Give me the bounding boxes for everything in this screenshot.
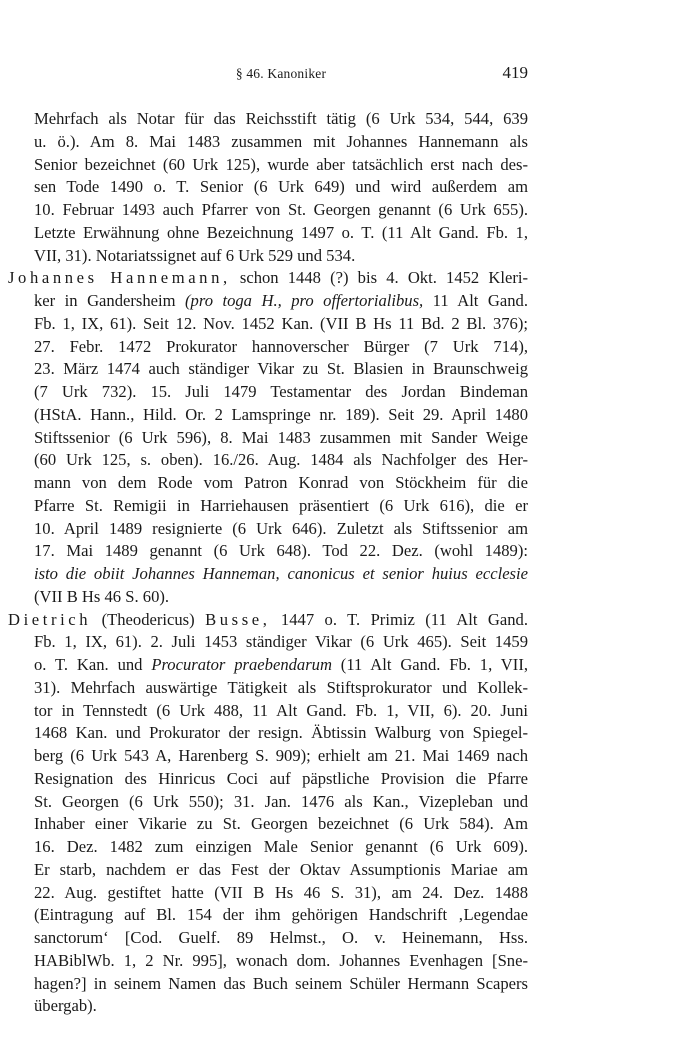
text-line: St. Georgen (6 Urk 550); 31. Jan. 1476 als Kan., Vizepleban und: [34, 791, 528, 811]
text-fragment: (11 Alt Gand. Fb. 1, VII,: [331, 655, 528, 674]
text-line: Mehrfach als Notar für das Reichsstift tätig (6 Urk 534, 544, 639: [34, 109, 528, 128]
text-line: 10. April 1489 resignierte (6 Urk 646). Zuletzt als Stiftssenior am: [34, 518, 528, 538]
text-line: (VII B Hs 46 S. 60).: [34, 586, 170, 606]
text-line: 23. März 1474 auch ständiger Vikar zu St. Blasien in Braunschweig: [34, 359, 528, 379]
entry-johannes-hannemann: [8, 267, 528, 608]
text-line: u. ö.). Am 8. Mai 1483 zusammen mit Johannes Hannemann als: [34, 131, 528, 151]
text-line: VII, 31). Notariatssignet auf 6 Urk 529 und 534.: [34, 245, 356, 265]
text-line: Inhaber einer Vikarie zu St. Georgen bezeichnet (6 Urk 584). Am: [34, 814, 528, 834]
text-line: [34, 290, 528, 313]
text-line: 10. Februar 1493 auch Pfarrer von St. Georgen genannt (6 Urk 655).: [34, 200, 528, 219]
entry-first-line: [8, 609, 528, 632]
text-line: übergab).: [34, 996, 97, 1016]
text-line: 16. Dez. 1482 zum einzigen Male Senior genannt (6 Urk 609).: [34, 837, 528, 856]
text-line: HABiblWb. 1, 2 Nr. 995], wonach dom. Johannes Evenhagen [Sne-: [34, 950, 528, 970]
text-fragment: 11 Alt Gand.: [423, 291, 528, 310]
text-line: Pfarre St. Remigii in Harriehausen präsentiert (6 Urk 616), die er: [34, 495, 528, 515]
text-fragment: 1447 o. T. Primiz (11 Alt Gand.: [270, 609, 528, 629]
text-line: hagen?] in seinem Namen das Buch seinem Schüler Hermann Scapers: [34, 973, 528, 993]
text-line: mann von dem Rode vom Patron Konrad von Stöckheim für die: [34, 473, 528, 492]
italic-quote: (pro toga H., pro offertorialibus,: [185, 291, 424, 310]
person-name: Dietrich: [8, 609, 92, 629]
text-fragment: schon 1448 (?) bis 4. Okt. 1452 Kleri-: [230, 268, 528, 288]
text-line: (HStA. Hann., Hild. Or. 2 Lamspringe nr. 189). Seit 29. April 1480: [34, 404, 528, 424]
text-line: Er starb, nachdem er das Fest der Oktav Assumptionis Mariae am: [34, 859, 528, 879]
text-line: [34, 654, 528, 677]
paragraph-continuation: [34, 108, 528, 267]
text-line: Fb. 1, IX, 61). Seit 12. Nov. 1452 Kan. (VII B Hs 11 Bd. 2 Bl. 376);: [34, 313, 528, 333]
text-line: 17. Mai 1489 genannt (6 Urk 648). Tod 22. Dez. (wohl 1489):: [34, 541, 528, 561]
text-line: 1468 Kan. und Prokurator der resign. Äbtissin Walburg von Spiegel-: [34, 723, 528, 743]
text-fragment: o. T. Kan. und: [34, 655, 152, 674]
running-header: [34, 63, 528, 88]
text-line: sanctorum‘ [Cod. Guelf. 89 Helmst., O. v. Heinemann, Hss.: [34, 928, 528, 947]
text-line: Senior bezeichnet (60 Urk 125), wurde aber tatsächlich erst nach des-: [34, 154, 528, 174]
text-line: Resignation des Hinricus Coci auf päpstliche Provision die Pfarre: [34, 768, 528, 788]
section-title: § 46. Kanoniker: [235, 66, 327, 81]
text-line: berg (6 Urk 543 A, Harenberg S. 909); erhielt am 21. Mai 1469 nach: [34, 746, 528, 765]
text-line: Stiftssenior (6 Urk 596), 8. Mai 1483 zusammen mit Sander Weige: [34, 427, 528, 447]
text-line: Fb. 1, IX, 61). 2. Juli 1453 ständiger Vikar (6 Urk 465). Seit 1459: [34, 632, 528, 652]
main-text: [8, 108, 528, 1018]
entry-dietrich-busse: [8, 609, 528, 1019]
text-line: 22. Aug. gestiftet hatte (VII B Hs 46 S. 31), am 24. Dez. 1488: [34, 882, 528, 902]
italic-title: Procurator praebendarum: [151, 655, 332, 674]
text-fragment: ker in Gandersheim: [34, 291, 186, 310]
text-line: (Eintragung auf Bl. 154 der ihm gehörigen Handschrift ‚Legendae: [34, 905, 528, 925]
text-line: tor in Tennstedt (6 Urk 488, 11 Alt Gand. Fb. 1, VII, 6). 20. Juni: [34, 700, 528, 720]
text-fragment: (Theodericus): [91, 609, 206, 629]
text-line: (7 Urk 732). 15. Juli 1479 Testamentar des Jordan Bindeman: [34, 382, 528, 401]
italic-quote-line: isto die obiit Johannes Hanneman, canonicus et senior huius ecclesie: [34, 564, 528, 583]
text-line: sen Tode 1490 o. T. Senior (6 Urk 649) und wird außerdem am: [34, 177, 528, 197]
text-line: 27. Febr. 1472 Prokurator hannoverscher Bürger (7 Urk 714),: [34, 336, 528, 356]
text-line: Letzte Erwähnung ohne Bezeichnung 1497 o. T. (11 Alt Gand. Fb. 1,: [34, 222, 528, 242]
entry-first-line: [8, 267, 528, 290]
text-line: 31). Mehrfach auswärtige Tätigkeit als Stiftsprokurator und Kollek-: [34, 677, 528, 697]
text-line: (60 Urk 125, s. oben). 16./26. Aug. 1484 als Nachfolger des Her-: [34, 450, 528, 470]
person-surname: Busse,: [205, 609, 271, 629]
page-number: 419: [502, 63, 528, 82]
person-name: Johannes Hannemann,: [8, 268, 231, 288]
